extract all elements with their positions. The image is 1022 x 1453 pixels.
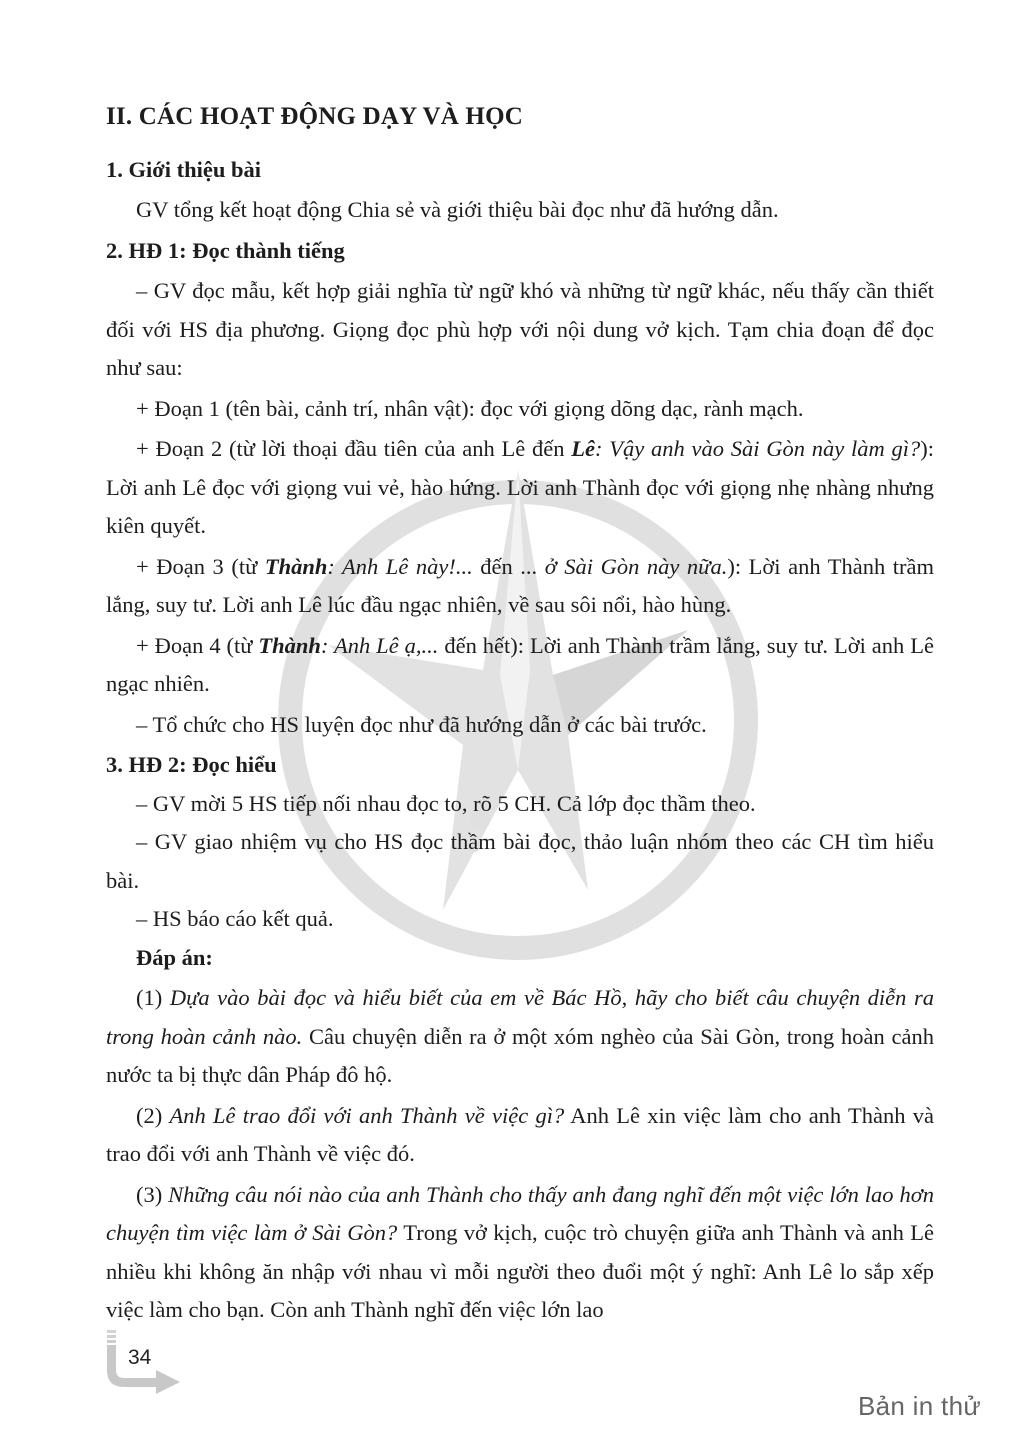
text-run: ): Lời anh Thành trầm lắng, suy tư. Lời anh Lê lúc đầu ngạc nhiên, về sau sôi nổi, hào hùng. (106, 553, 934, 617)
text-run: đến hết): Lời anh Thành trầm lắng, suy tư. Lời anh Lê ngạc nhiên. (106, 632, 934, 696)
quote-text: : Vậy anh vào Sài Gòn này làm gì? (594, 436, 921, 461)
answer-text: Trong vở kịch, cuộc trò chuyện giữa anh Thành và anh Lê nhiều khi không ăn nhập với nhau vì mỗi người theo đuổi một ý nghĩ: Anh Lê lo sắp xếp việc làm cho bạn. Còn anh Thành nghĩ đến việc lớn lao (106, 1220, 934, 1322)
paragraph: + Đoạn 1 (tên bài, cảnh trí, nhân vật): đọc với giọng dõng dạc, rành mạch. (136, 395, 804, 421)
question-text: Anh Lê trao đổi với anh Thành về việc gì? (169, 1102, 565, 1128)
answer-item (106, 1097, 934, 1174)
answer-item (106, 979, 934, 1095)
quote-text: ở Sài Gòn này nữa. (544, 553, 728, 579)
question-text: Những câu nói nào của anh Thành cho thấy anh đang nghĩ đến một việc lớn lao hơn chuyện tìm việc làm ở Sài Gòn? (106, 1181, 934, 1245)
page-number: 34 (128, 1346, 152, 1369)
answer-number: (2) (136, 1102, 170, 1128)
answer-number: (3) (136, 1181, 169, 1207)
paragraph (106, 430, 934, 546)
question-text: Dựa vào bài đọc và hiểu biết của em về Bác Hồ, hãy cho biết câu chuyện diễn ra trong hoàn cảnh nào. (106, 985, 934, 1049)
speaker-name: Lê (571, 436, 595, 461)
heading-gioi-thieu-bai: 1. Giới thiệu bài (106, 156, 261, 182)
quote-text: : Anh Lê này!... (327, 553, 473, 579)
heading-doc-hieu: 3. HĐ 2: Đọc hiểu (106, 752, 277, 777)
paragraph: – GV mời 5 HS tiếp nối nhau đọc to, rõ 5 CH. Cả lớp đọc thầm theo. (136, 790, 756, 816)
paragraph: GV tổng kết hoạt động Chia sẻ và giới thiệu bài đọc như đã hướng dẫn. (136, 197, 779, 222)
answer-label: Đáp án: (136, 944, 213, 970)
paragraph: – Tổ chức cho HS luyện đọc như đã hướng dẫn ở các bài trước. (136, 711, 707, 737)
heading-doc-thanh-tieng: 2. HĐ 1: Đọc thành tiếng (106, 237, 345, 263)
paragraph (106, 548, 934, 625)
answer-text: Anh Lê xin việc làm cho anh Thành và trao đổi với anh Thành về việc đó. (106, 1102, 934, 1166)
document-body (106, 92, 934, 1330)
text-run: + Đoạn 4 (từ (136, 632, 259, 658)
speaker-name: Thành (264, 553, 328, 579)
paragraph: – GV giao nhiệm vụ cho HS đọc thầm bài đọc, thảo luận nhóm theo các CH tìm hiểu bài. (106, 829, 934, 893)
text-run: + Đoạn 3 (từ (136, 553, 265, 579)
paragraph (106, 627, 934, 704)
paragraph: – HS báo cáo kết quả. (136, 906, 334, 931)
answer-item (106, 1176, 934, 1330)
print-proof-badge: Bản in thử (858, 1391, 982, 1421)
answer-text: Câu chuyện diễn ra ở một xóm nghèo của Sài Gòn, trong hoàn cảnh nước ta bị thực dân Pháp đô hộ. (106, 1023, 934, 1087)
paragraph: – GV đọc mẫu, kết hợp giải nghĩa từ ngữ khó và những từ ngữ khác, nếu thấy cần thiết đối với HS địa phương. Giọng đọc phù hợp với nội dung vở kịch. Tạm chia đoạn để đọc như sau: (106, 278, 934, 380)
speaker-name: Thành (258, 632, 321, 658)
answer-number: (1) (136, 985, 170, 1010)
text-run: đến ... (472, 553, 545, 579)
text-run: + Đoạn 2 (từ lời thoại đầu tiên của anh Lê đến (136, 436, 572, 461)
section-title: II. CÁC HOẠT ĐỘNG DẠY VÀ HỌC (106, 103, 523, 130)
text-run: ): Lời anh Lê đọc với giọng vui vẻ, hào hứng. Lời anh Thành đọc với giọng nhẹ nhàng nhưng kiên quyết. (106, 436, 934, 538)
quote-text: : Anh Lê ạ,... (320, 632, 439, 658)
